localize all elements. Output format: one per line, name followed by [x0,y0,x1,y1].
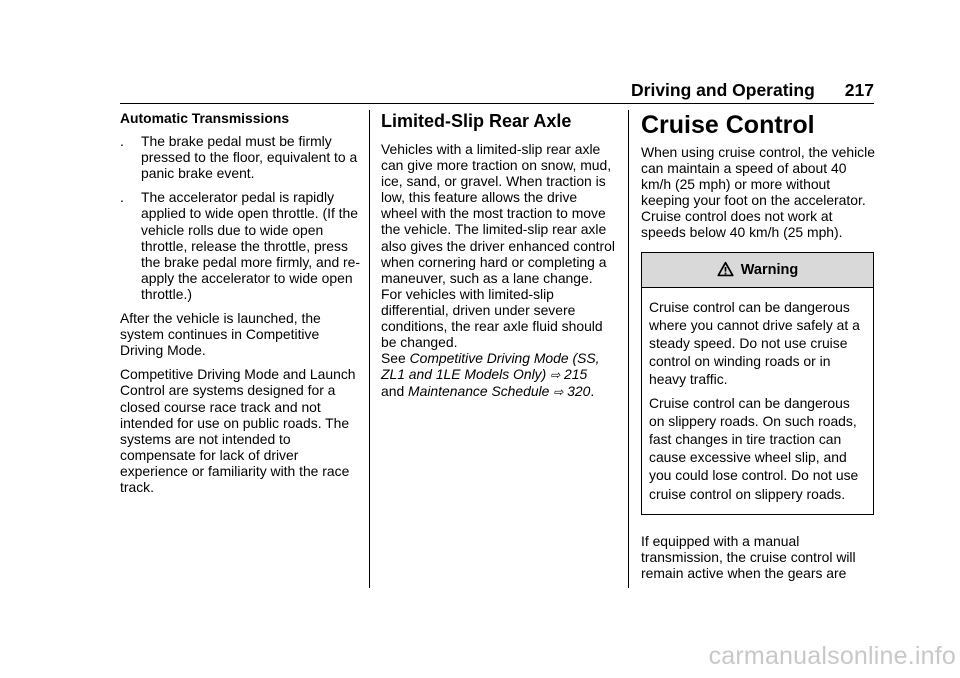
section-title: Driving and Operating [631,80,815,100]
paragraph-intro: When using cruise control, the vehicle can maintain a speed of about 40 km/h (25 mph) or more without keeping your foot on the accelerator. Cruise control does not work at speeds below 40 km/h (25 mph). [641,144,875,241]
and-label: and [381,383,405,400]
column-divider-1 [369,110,370,588]
heading-limited-slip: Limited-Slip Rear Axle [381,111,572,131]
bullet-marker: . [120,133,124,150]
xref-title: Competitive Driving Mode (SS, ZL1 and 1LE Models Only) [381,350,600,383]
column-1 [120,110,360,503]
end-period: . [590,383,595,400]
warning-title: Warning [740,261,799,278]
header-rule [120,103,874,104]
paragraph: After the vehicle is launched, the system continues in Competitive Driving Mode. [120,310,321,359]
warning-title-bar [642,253,873,288]
xref-maintenance-schedule[interactable] [408,383,590,399]
body-text: Vehicles with a limited-slip rear axle can give more traction on snow, mud, ice, sand, or gravel. When traction is low, this feature allows the drive wheel with the most traction to move the vehicle. The limited-slip rear axle also gives the driver enhanced control when cornering hard or completing a maneuver, such as a lane change. For vehicles with limited-slip differential, driven under severe conditions, the rear axle fluid should be changed. [381,141,615,351]
bullet-item [120,189,360,302]
subheading-automatic-transmissions: Automatic Transmissions [120,110,290,126]
paragraph: Competitive Driving Mode and Launch Control are systems designed for a closed course race track and not intended for use on public roads. The systems are not intended to compensate for lack of driver experience or familiarity with the race track. [120,366,356,495]
xref-page: 320 [567,383,591,400]
bullet-item [120,133,360,181]
warning-paragraph: Cruise control can be dangerous where you cannot drive safely at a steady speed. Do not use cruise control on winding roads or in heavy traffic. [649,298,860,387]
paragraph-limited-slip [381,141,617,401]
see-label: See [381,350,406,367]
paragraph-manual-transmission: If equipped with a manual transmission, the cruise control will remain active when the gears are [641,532,856,581]
xref-page: 215 [564,366,588,383]
bullet-marker: . [120,189,124,206]
xref-competitive-driving-mode[interactable] [381,350,599,382]
bullet-text: The accelerator pedal is rapidly applied to wide open throttle. (If the vehicle rolls due to wide open throttle, release the throttle, press the brake pedal more firmly, and re-apply the accelerator to wide open throttle.) [141,189,361,302]
column-2 [381,110,617,409]
page-number: 217 [844,80,874,100]
heading-cruise-control: Cruise Control [641,111,815,139]
page-header [631,80,874,101]
warning-body [642,288,873,514]
xref-title: Maintenance Schedule [408,383,550,400]
page-ref-icon: ⇨ [550,368,561,383]
warning-paragraph: Cruise control can be dangerous on slippery roads. On such roads, fast changes in tire traction can cause excessive wheel slip, and you could lose control. Do not use cruise control on slippery roads. [649,395,859,502]
warning-icon [717,261,734,278]
column-divider-2 [628,110,629,588]
warning-box [641,252,874,515]
page-ref-icon: ⇨ [553,385,564,400]
bullet-text: The brake pedal must be firmly pressed to the floor, equivalent to a panic brake event. [141,133,358,182]
watermark-text: carmanualsonline.info [708,642,956,670]
column-3 [641,110,877,589]
